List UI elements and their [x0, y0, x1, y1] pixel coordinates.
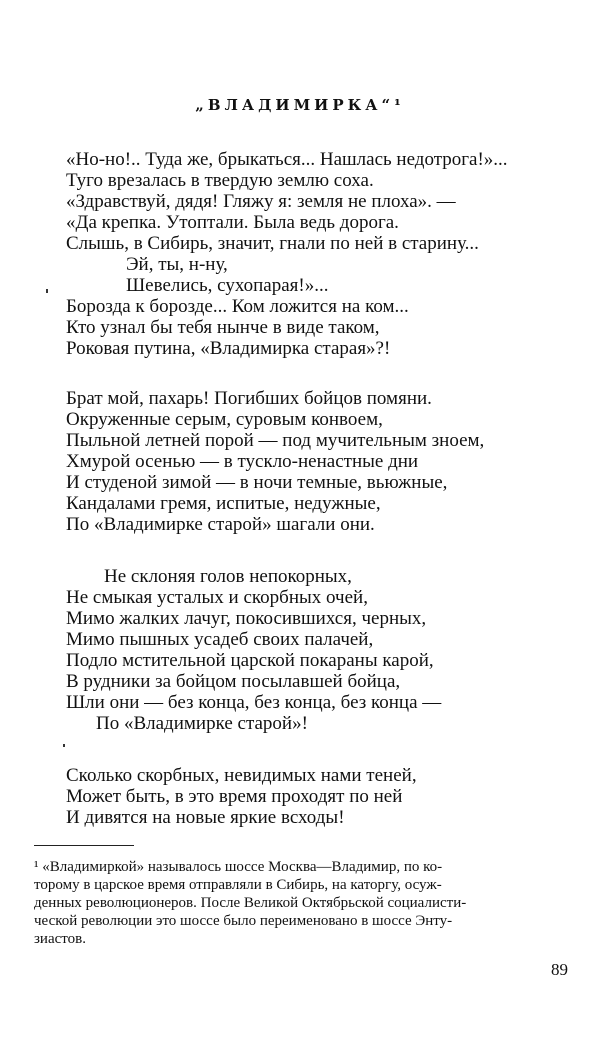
poem-line: Мимо пышных усадеб своих палачей,: [66, 629, 374, 650]
footnote-line: торому в царское время отправляли в Сибирь, на каторгу, осуж-: [34, 877, 442, 893]
poem-line: Туго врезалась в твердую землю соха.: [66, 170, 374, 191]
poem-line: Не склоняя голов непокорных,: [104, 566, 352, 587]
poem-line: Шевелись, сухопарая!»...: [126, 275, 329, 296]
page-number: 89: [551, 960, 568, 979]
footnote-rule: [34, 845, 134, 846]
poem-line: И студеной зимой — в ночи темные, вьюжные,: [66, 472, 448, 493]
poem-line: Окруженные серым, суровым конвоем,: [66, 409, 383, 430]
poem-line: Мимо жалких лачуг, покосившихся, черных,: [66, 608, 427, 629]
poem-line: Сколько скорбных, невидимых нами теней,: [66, 765, 417, 786]
footnote-line: ческой революции это шоссе было переименовано в шоссе Энту-: [34, 913, 453, 929]
poem-line: По «Владимирке старой» шагали они.: [66, 514, 375, 535]
poem-line: Слышь, в Сибирь, значит, гнали по ней в старину...: [66, 233, 479, 254]
poem-title: „ВЛАДИМИРКА“¹: [195, 96, 405, 114]
poem-line: Шли они — без конца, без конца, без конца —: [66, 692, 442, 713]
scan-speck: [46, 289, 48, 293]
footnote-line: ¹ «Владимиркой» называлось шоссе Москва—Владимир, по ко-: [34, 859, 443, 875]
poem-line: Брат мой, пахарь! Погибших бойцов помяни.: [66, 388, 432, 409]
scan-speck: [63, 744, 65, 747]
poem-line: Подло мстительной царской покараны карой,: [66, 650, 434, 671]
poem-line: Кандалами гремя, испитые, недужные,: [66, 493, 381, 514]
poem-line: Хмурой осенью — в тускло-ненастные дни: [66, 451, 419, 472]
poem-line: Роковая путина, «Владимирка старая»?!: [66, 338, 391, 359]
poem-line: Кто узнал бы тебя нынче в виде таком,: [66, 317, 380, 338]
poem-line: В рудники за бойцом посылавшей бойца,: [66, 671, 401, 692]
poem-line: Борозда к борозде... Ком ложится на ком...: [66, 296, 409, 317]
poem-line: Не смыкая усталых и скорбных очей,: [66, 587, 368, 608]
poem-line: «Здравствуй, дядя! Гляжу я: земля не плоха». —: [66, 191, 456, 212]
poem-line: И дивятся на новые яркие всходы!: [66, 807, 345, 828]
poem-line: «Да крепка. Утоптали. Была ведь дорога.: [66, 212, 399, 233]
poem-line: Пыльной летней порой — под мучительным зноем,: [66, 430, 485, 451]
poem-line: «Но-но!.. Туда же, брыкаться... Нашлась недотрога!»...: [66, 149, 508, 170]
poem-line: По «Владимирке старой»!: [96, 713, 308, 734]
poem-line: Может быть, в это время проходят по ней: [66, 786, 403, 807]
poem-line: Эй, ты, н-ну,: [126, 254, 228, 275]
footnote-line: зиастов.: [34, 931, 86, 947]
footnote-line: денных революционеров. После Великой Октябрьской социалисти-: [34, 895, 467, 911]
